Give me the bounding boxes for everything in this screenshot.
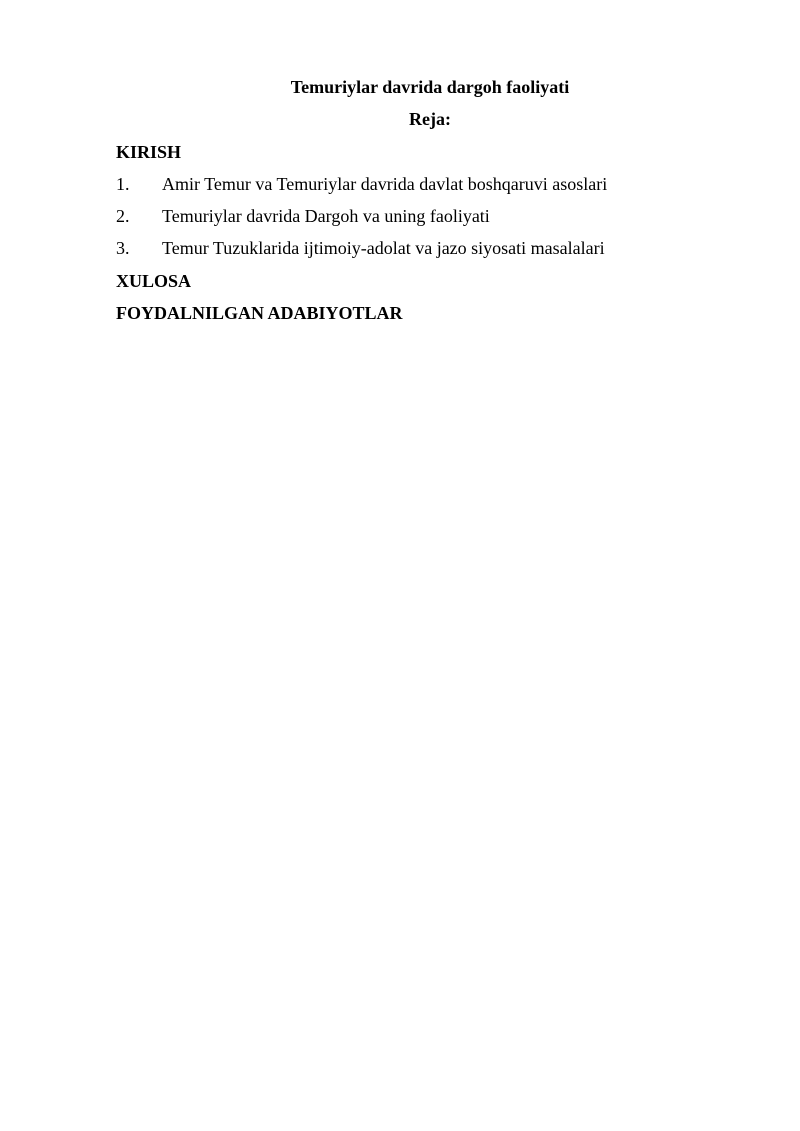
toc-item-number: 1.	[116, 174, 130, 194]
toc-item-text: Temuriylar davrida Dargoh va uning faoliyati	[162, 206, 490, 226]
references-heading: FOYDALNILGAN ADABIYOTLAR	[116, 303, 403, 323]
conclusion-heading: XULOSA	[116, 271, 192, 291]
toc-item	[116, 204, 716, 236]
toc-item-number: 2.	[116, 206, 130, 226]
intro-heading: KIRISH	[116, 142, 182, 162]
toc-item	[116, 172, 716, 204]
toc-list	[116, 172, 716, 268]
toc-item-text: Amir Temur va Temuriylar davrida davlat boshqaruvi asoslari	[162, 174, 608, 194]
document-title: Temuriylar davrida dargoh faoliyati	[290, 77, 570, 97]
toc-item-text: Temur Tuzuklarida ijtimoiy-adolat va jazo siyosati masalalari	[162, 238, 605, 258]
toc-item-number: 3.	[116, 238, 130, 258]
toc-item	[116, 236, 716, 268]
plan-heading: Reja:	[409, 109, 451, 129]
